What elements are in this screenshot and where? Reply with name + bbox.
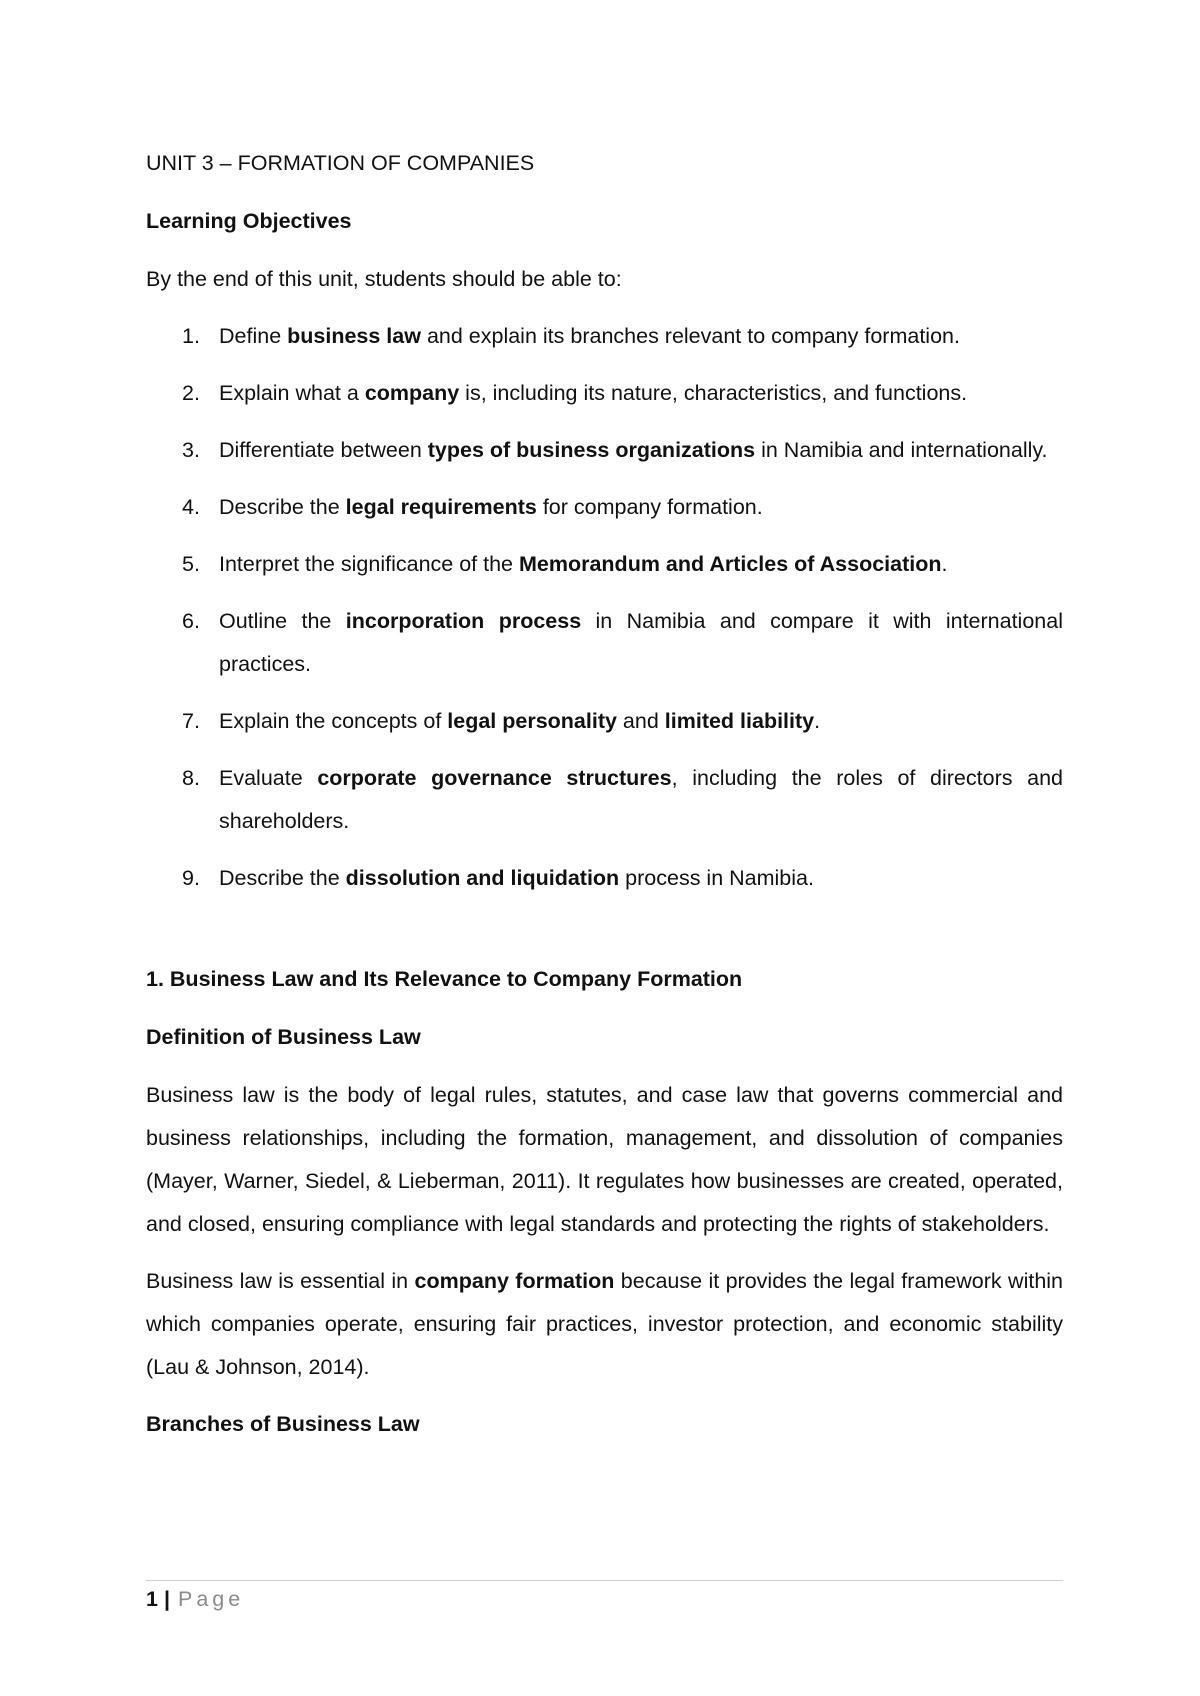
paragraph-text: Business law is essential in xyxy=(146,1269,415,1293)
objective-item xyxy=(146,600,1063,686)
unit-title: UNIT 3 – FORMATION OF COMPANIES xyxy=(146,151,535,175)
objective-bold: legal personality xyxy=(447,709,617,733)
objectives-list xyxy=(146,315,1063,900)
objective-text: . xyxy=(941,552,948,576)
objective-number: 2. xyxy=(182,381,200,405)
objective-text: Describe the xyxy=(219,495,346,519)
objective-text: in Namibia and internationally. xyxy=(755,438,1048,462)
objective-bold: Memorandum and Articles of Association xyxy=(518,552,942,576)
page-label: Page xyxy=(177,1587,245,1611)
objective-bold: corporate governance structures xyxy=(317,766,672,790)
objective-number: 3. xyxy=(182,438,200,462)
objective-bold: company xyxy=(364,381,460,405)
objective-text: , including the roles of directors and shareholders. xyxy=(219,766,1063,833)
page-number: 1 xyxy=(146,1587,158,1611)
objective-text: Explain the concepts of xyxy=(219,709,448,733)
objective-bold: limited liability xyxy=(664,709,815,733)
objective-text: and explain its branches relevant to company formation. xyxy=(420,324,960,348)
objective-item xyxy=(146,429,1063,472)
objectives-intro: By the end of this unit, students should be able to: xyxy=(146,267,622,291)
objective-number: 6. xyxy=(182,609,200,633)
objective-item xyxy=(146,486,1063,529)
footer-divider xyxy=(146,1580,1063,1581)
objective-number: 7. xyxy=(182,709,200,733)
objective-number: 4. xyxy=(182,495,200,519)
objective-bold: incorporation process xyxy=(345,609,582,633)
objective-item xyxy=(146,315,1063,358)
objective-item xyxy=(146,543,1063,586)
branches-subheading: Branches of Business Law xyxy=(146,1412,420,1436)
objective-text: is, including its nature, characteristics, and functions. xyxy=(459,381,968,405)
section-business-law xyxy=(146,958,1063,1446)
relevance-paragraph xyxy=(146,1260,1063,1389)
objective-text: Interpret the significance of the xyxy=(219,552,519,576)
objective-text: Evaluate xyxy=(219,766,318,790)
section-heading: 1. Business Law and Its Relevance to Company Formation xyxy=(146,967,743,991)
objective-item xyxy=(146,372,1063,415)
paragraph-text: because it provides the legal framework within which companies operate, ensuring fair practices, investor protection, and economic stability (Lau & Johnson, 2014). xyxy=(146,1269,1064,1379)
objective-text: Outline the xyxy=(219,609,346,633)
objective-item xyxy=(146,857,1063,900)
objective-bold: business law xyxy=(287,324,421,348)
objective-text: for company formation. xyxy=(536,495,763,519)
paragraph-bold: company formation xyxy=(414,1269,615,1293)
page-content xyxy=(146,142,1063,1461)
objective-bold: types of business organizations xyxy=(427,438,756,462)
page-footer xyxy=(146,1582,244,1616)
objective-number: 8. xyxy=(182,766,200,790)
learning-objectives-heading: Learning Objectives xyxy=(146,209,352,233)
definition-subheading: Definition of Business Law xyxy=(146,1025,421,1049)
objective-text: . xyxy=(814,709,821,733)
objective-text: Define xyxy=(219,324,288,348)
objective-text: Explain what a xyxy=(219,381,365,405)
objective-text: in Namibia and compare it with international practices. xyxy=(219,609,1063,676)
objective-text: and xyxy=(616,709,665,733)
objective-text: process in Namibia. xyxy=(619,866,814,890)
objective-text: Describe the xyxy=(219,866,346,890)
objective-item xyxy=(146,757,1063,843)
footer-separator: | xyxy=(163,1587,170,1611)
objective-number: 1. xyxy=(182,324,200,348)
objective-number: 9. xyxy=(182,866,200,890)
objective-bold: dissolution and liquidation xyxy=(345,866,620,890)
objective-text: Differentiate between xyxy=(219,438,428,462)
definition-paragraph: Business law is the body of legal rules, statutes, and case law that governs commercial and business relationships, including the formation, management, and dissolution of companies (Mayer, Warner, Siedel, & Lieberman, 2011). It regulates how businesses are created, operated, and closed, ensuring compliance with legal standards and protecting the rights of stakeholders. xyxy=(146,1083,1063,1236)
objective-number: 5. xyxy=(182,552,200,576)
objective-bold: legal requirements xyxy=(345,495,537,519)
objective-item xyxy=(146,700,1063,743)
